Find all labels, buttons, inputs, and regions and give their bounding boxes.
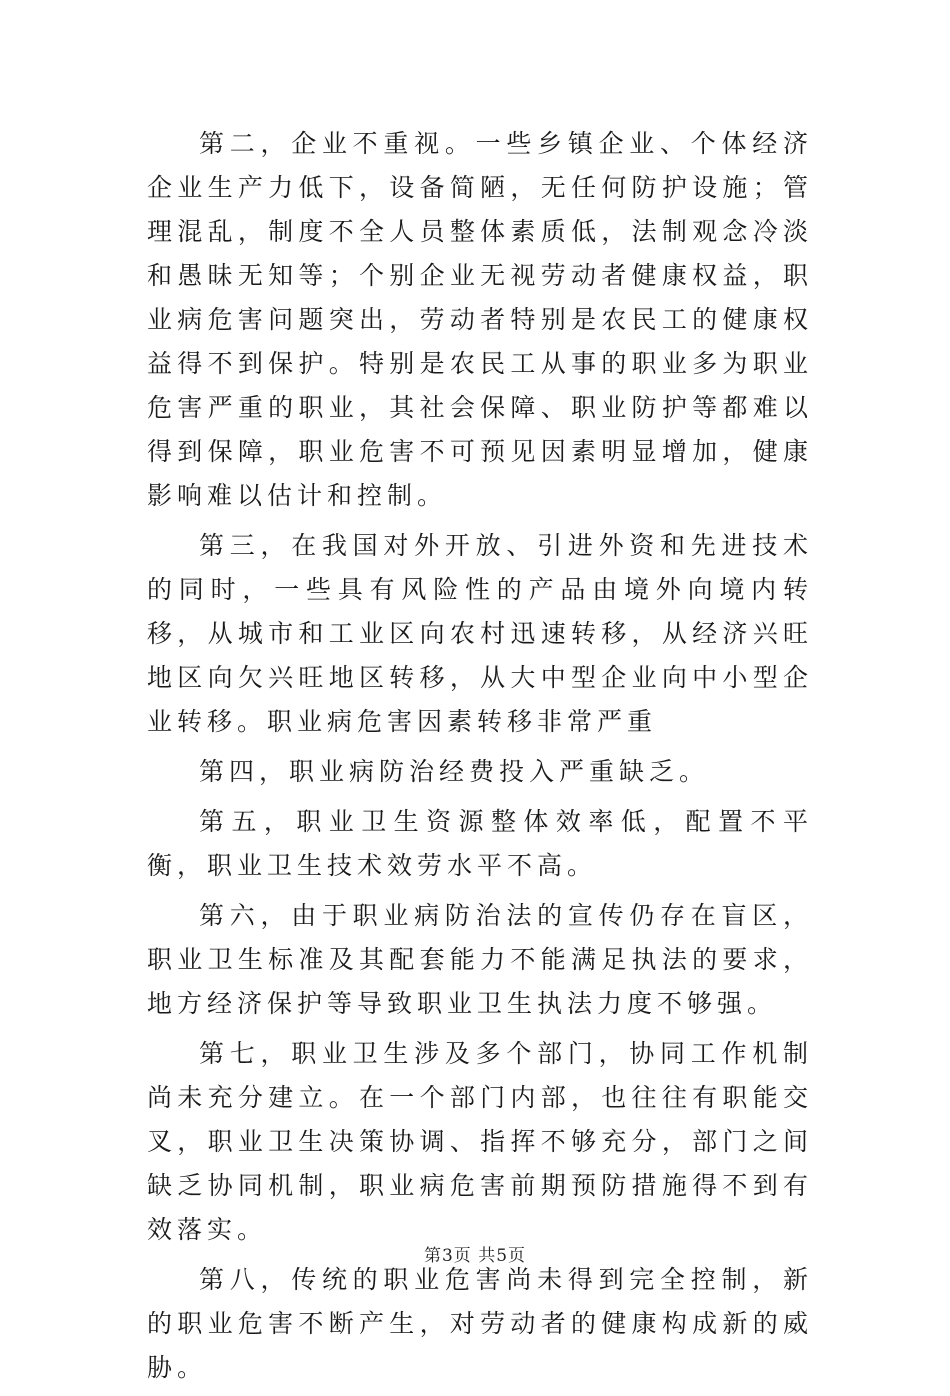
paragraph-3: 第三，在我国对外开放、引进外资和先进技术的同时，一些具有风险性的产品由境外向境内转移，从城市和工业区向农村迅速转移，从经济兴旺地区向欠兴旺地区转移，从大中型企业向中小型企业转移。职业病危害因素转移非常严重 <box>147 531 813 736</box>
paragraph-2: 第二，企业不重视。一些乡镇企业、个体经济企业生产力低下，设备简陋，无任何防护设施；管理混乱，制度不全人员整体素质低，法制观念冷淡和愚昧无知等；个别企业无视劳动者健康权益，职业病危害问题突出，劳动者特别是农民工的健康权益得不到保护。特别是农民工从事的职业多为职业危害严重的职业，其社会保障、职业防护等都难以得到保障，职业危害不可预见因素明显增加，健康影响难以估计和控制。 <box>147 129 813 510</box>
document-body <box>147 122 813 1396</box>
paragraph-5: 第五，职业卫生资源整体效率低，配置不平衡，职业卫生技术效劳水平不高。 <box>147 807 813 880</box>
page-footer: 第3页 共5页 <box>423 1246 527 1266</box>
paragraph-7: 第七，职业卫生涉及多个部门，协同工作机制尚未充分建立。在一个部门内部，也往往有职能交叉，职业卫生决策协调、指挥不够充分，部门之间缺乏协同机制，职业病危害前期预防措施得不到有效落实。 <box>147 1039 813 1244</box>
paragraph-8: 第八，传统的职业危害尚未得到完全控制，新的职业危害不断产生，对劳动者的健康构成新的威胁。 <box>147 1265 813 1382</box>
paragraph-4: 第四，职业病防治经费投入严重缺乏。 <box>199 757 710 786</box>
paragraph-6: 第六，由于职业病防治法的宣传仍存在盲区，职业卫生标准及其配套能力不能满足执法的要求，地方经济保护等导致职业卫生执法力度不够强。 <box>147 901 813 1018</box>
